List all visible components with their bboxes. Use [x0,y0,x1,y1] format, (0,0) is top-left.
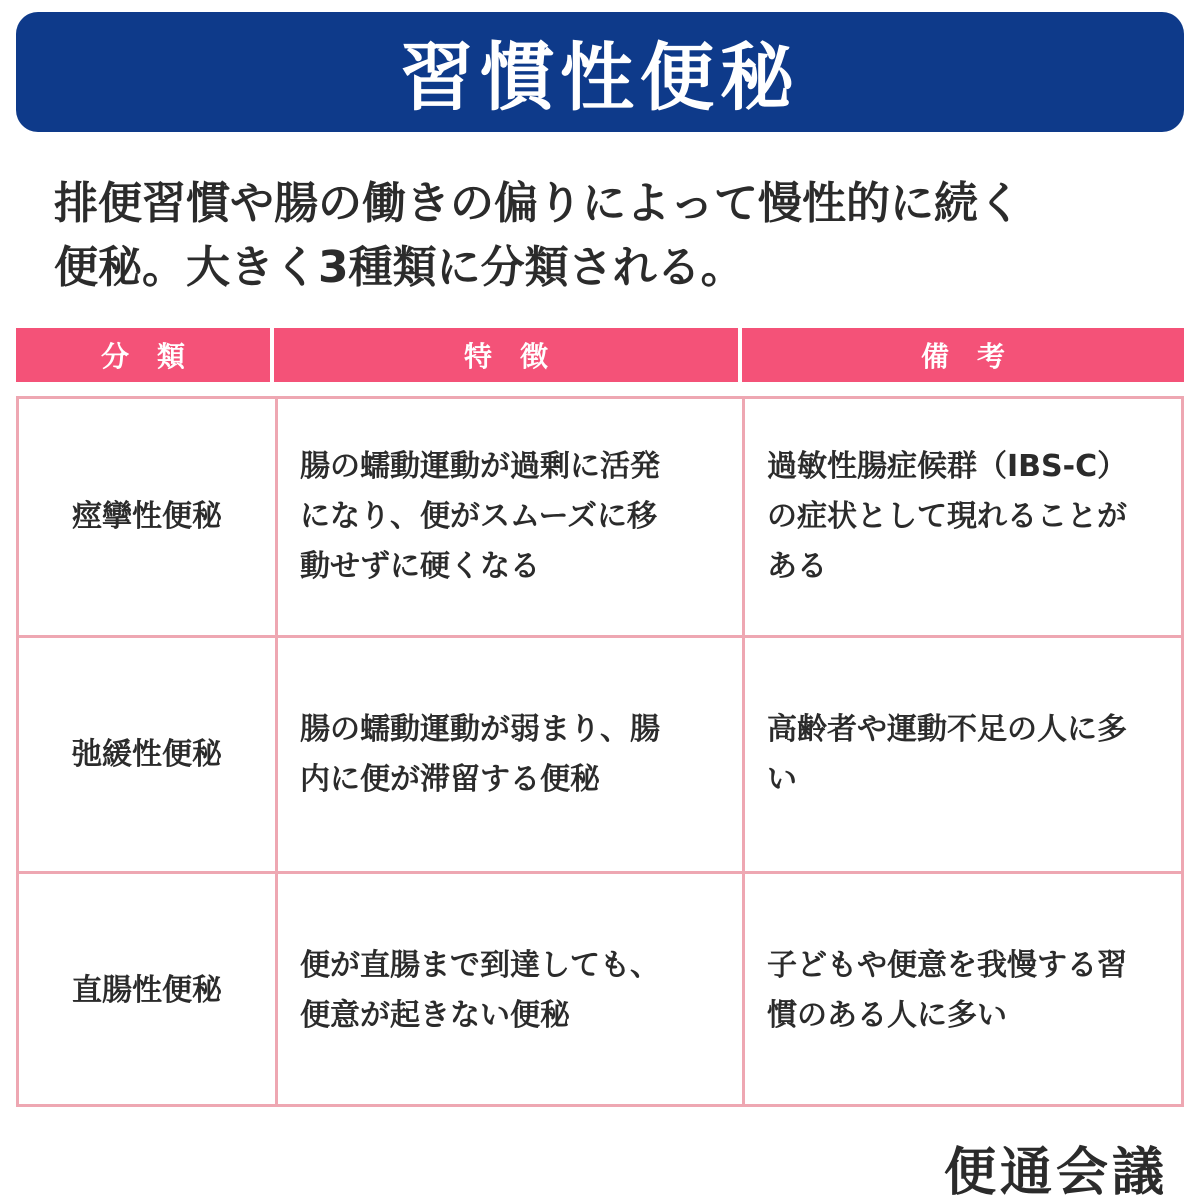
note-line: 過敏性腸症候群（IBS-C） [767,449,1128,484]
feature-line: 内に便が滞留する便秘 [300,761,600,797]
note-line: ある [767,549,827,584]
intro-line-2: 便秘。大きく3種類に分類される。 [54,242,745,293]
note-line: の症状として現れることが [767,499,1127,534]
feature-line: 腸の蠕動運動が弱まり、腸 [300,711,660,747]
note-line: 高齢者や運動不足の人に多 [767,711,1127,747]
note-line: 子どもや便意を我慢する習 [767,947,1127,983]
note-line: い [767,761,797,797]
feature-cell [275,638,742,871]
brand-logo: 便通会議 [943,1143,1168,1200]
note-cell [742,638,1181,871]
note-cell [742,399,1181,635]
feature-line: 便が直腸まで到達しても、 [300,947,660,983]
feature-line: 腸の蠕動運動が過剰に活発 [300,449,660,484]
note-line: 慣のある人に多い [767,997,1007,1033]
header-feature: 特 徴 [274,328,738,382]
header-note: 備 考 [742,328,1184,382]
table-row [19,871,1181,1107]
intro-line-1: 排便習慣や腸の働きの偏りによって慢性的に続く [54,178,1022,229]
feature-line: 便意が起きない便秘 [300,997,570,1033]
feature-line: 動せずに硬くなる [300,549,540,584]
header-category: 分 類 [16,328,270,382]
table-header-row [16,328,1184,382]
intro-text [54,172,1164,300]
table-row [19,399,1181,635]
type-cell: 直腸性便秘 [72,972,222,1008]
title-banner [16,12,1184,132]
feature-cell [275,874,742,1107]
note-cell [742,874,1181,1107]
type-cell: 痙攣性便秘 [72,499,222,534]
classification-table [16,396,1184,1107]
type-cell: 弛緩性便秘 [72,736,222,772]
table-row [19,635,1181,871]
feature-line: になり、便がスムーズに移 [300,499,657,534]
feature-cell [275,399,742,635]
page-title: 習慣性便秘 [400,35,800,121]
